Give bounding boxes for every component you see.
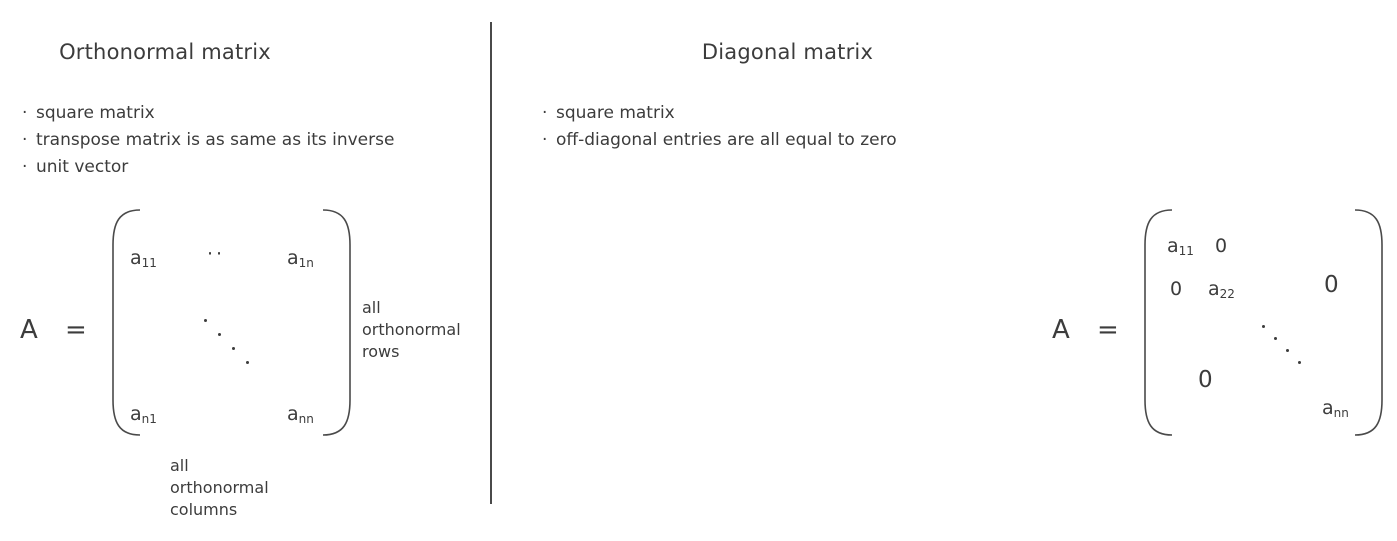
bullet-marker-icon: · [22, 130, 28, 150]
equals-sign: = [1097, 315, 1119, 345]
note-line: all [362, 298, 381, 317]
matrix-cell-an1: $a_{n1}$ [130, 403, 157, 426]
list-item [22, 127, 394, 154]
bullet-marker-icon: · [542, 103, 548, 123]
note-line: orthonormal [170, 478, 269, 497]
matrix-cell-a11: $a_{11}$ [130, 247, 157, 270]
matrix-variable-label: A [20, 315, 38, 345]
matrix-cell-ann: $a_{nn}$ [1322, 397, 1349, 420]
bullet-text: square matrix [556, 103, 675, 123]
matrix-cell-zero-top: 0 [1215, 235, 1228, 257]
bullet-text: off-diagonal entries are all equal to zero [556, 130, 897, 150]
note-line: columns [170, 500, 238, 519]
matrix-diagonal-dots [200, 315, 260, 360]
bullet-text: transpose matrix is as same as its inverse [36, 130, 395, 150]
matrix-cell-a11: $a_{11}$ [1167, 235, 1194, 258]
right-bullet-list [542, 100, 897, 154]
note-line: orthonormal [362, 320, 461, 339]
matrix-cell-ann: $a_{nn}$ [287, 403, 314, 426]
matrix-zero-lower-left: 0 [1198, 367, 1213, 393]
bullet-text: square matrix [36, 103, 155, 123]
right-panel-title: Diagonal matrix [701, 40, 874, 64]
matrix-top-dots: ·· [207, 243, 226, 265]
list-item [542, 127, 897, 154]
left-panel-title: Orthonormal matrix [59, 40, 271, 64]
list-item [22, 100, 394, 127]
matrix-cell-a1n: $a_{1n}$ [287, 247, 314, 270]
matrix-diagonal-dots [1260, 323, 1320, 368]
note-all-orthonormal-columns [170, 455, 269, 521]
list-item [22, 154, 394, 181]
matrix-cell-a22: $a_{22}$ [1208, 278, 1235, 301]
list-item [542, 100, 897, 127]
left-bullet-list [22, 100, 394, 181]
matrix-zero-upper-right: 0 [1324, 272, 1339, 298]
note-all-orthonormal-rows [362, 297, 461, 363]
diagonal-matrix-panel [492, 0, 1349, 541]
bullet-marker-icon: · [22, 157, 28, 177]
orthonormal-matrix-panel [0, 0, 490, 541]
bullet-marker-icon: · [22, 103, 28, 123]
note-line: rows [362, 342, 400, 361]
bullet-marker-icon: · [542, 130, 548, 150]
equals-sign: = [65, 315, 87, 345]
matrix-variable-label: A [1052, 315, 1070, 345]
bullet-text: unit vector [36, 157, 129, 177]
matrix-cell-zero-second-row: 0 [1170, 278, 1183, 300]
note-line: all [170, 456, 189, 475]
